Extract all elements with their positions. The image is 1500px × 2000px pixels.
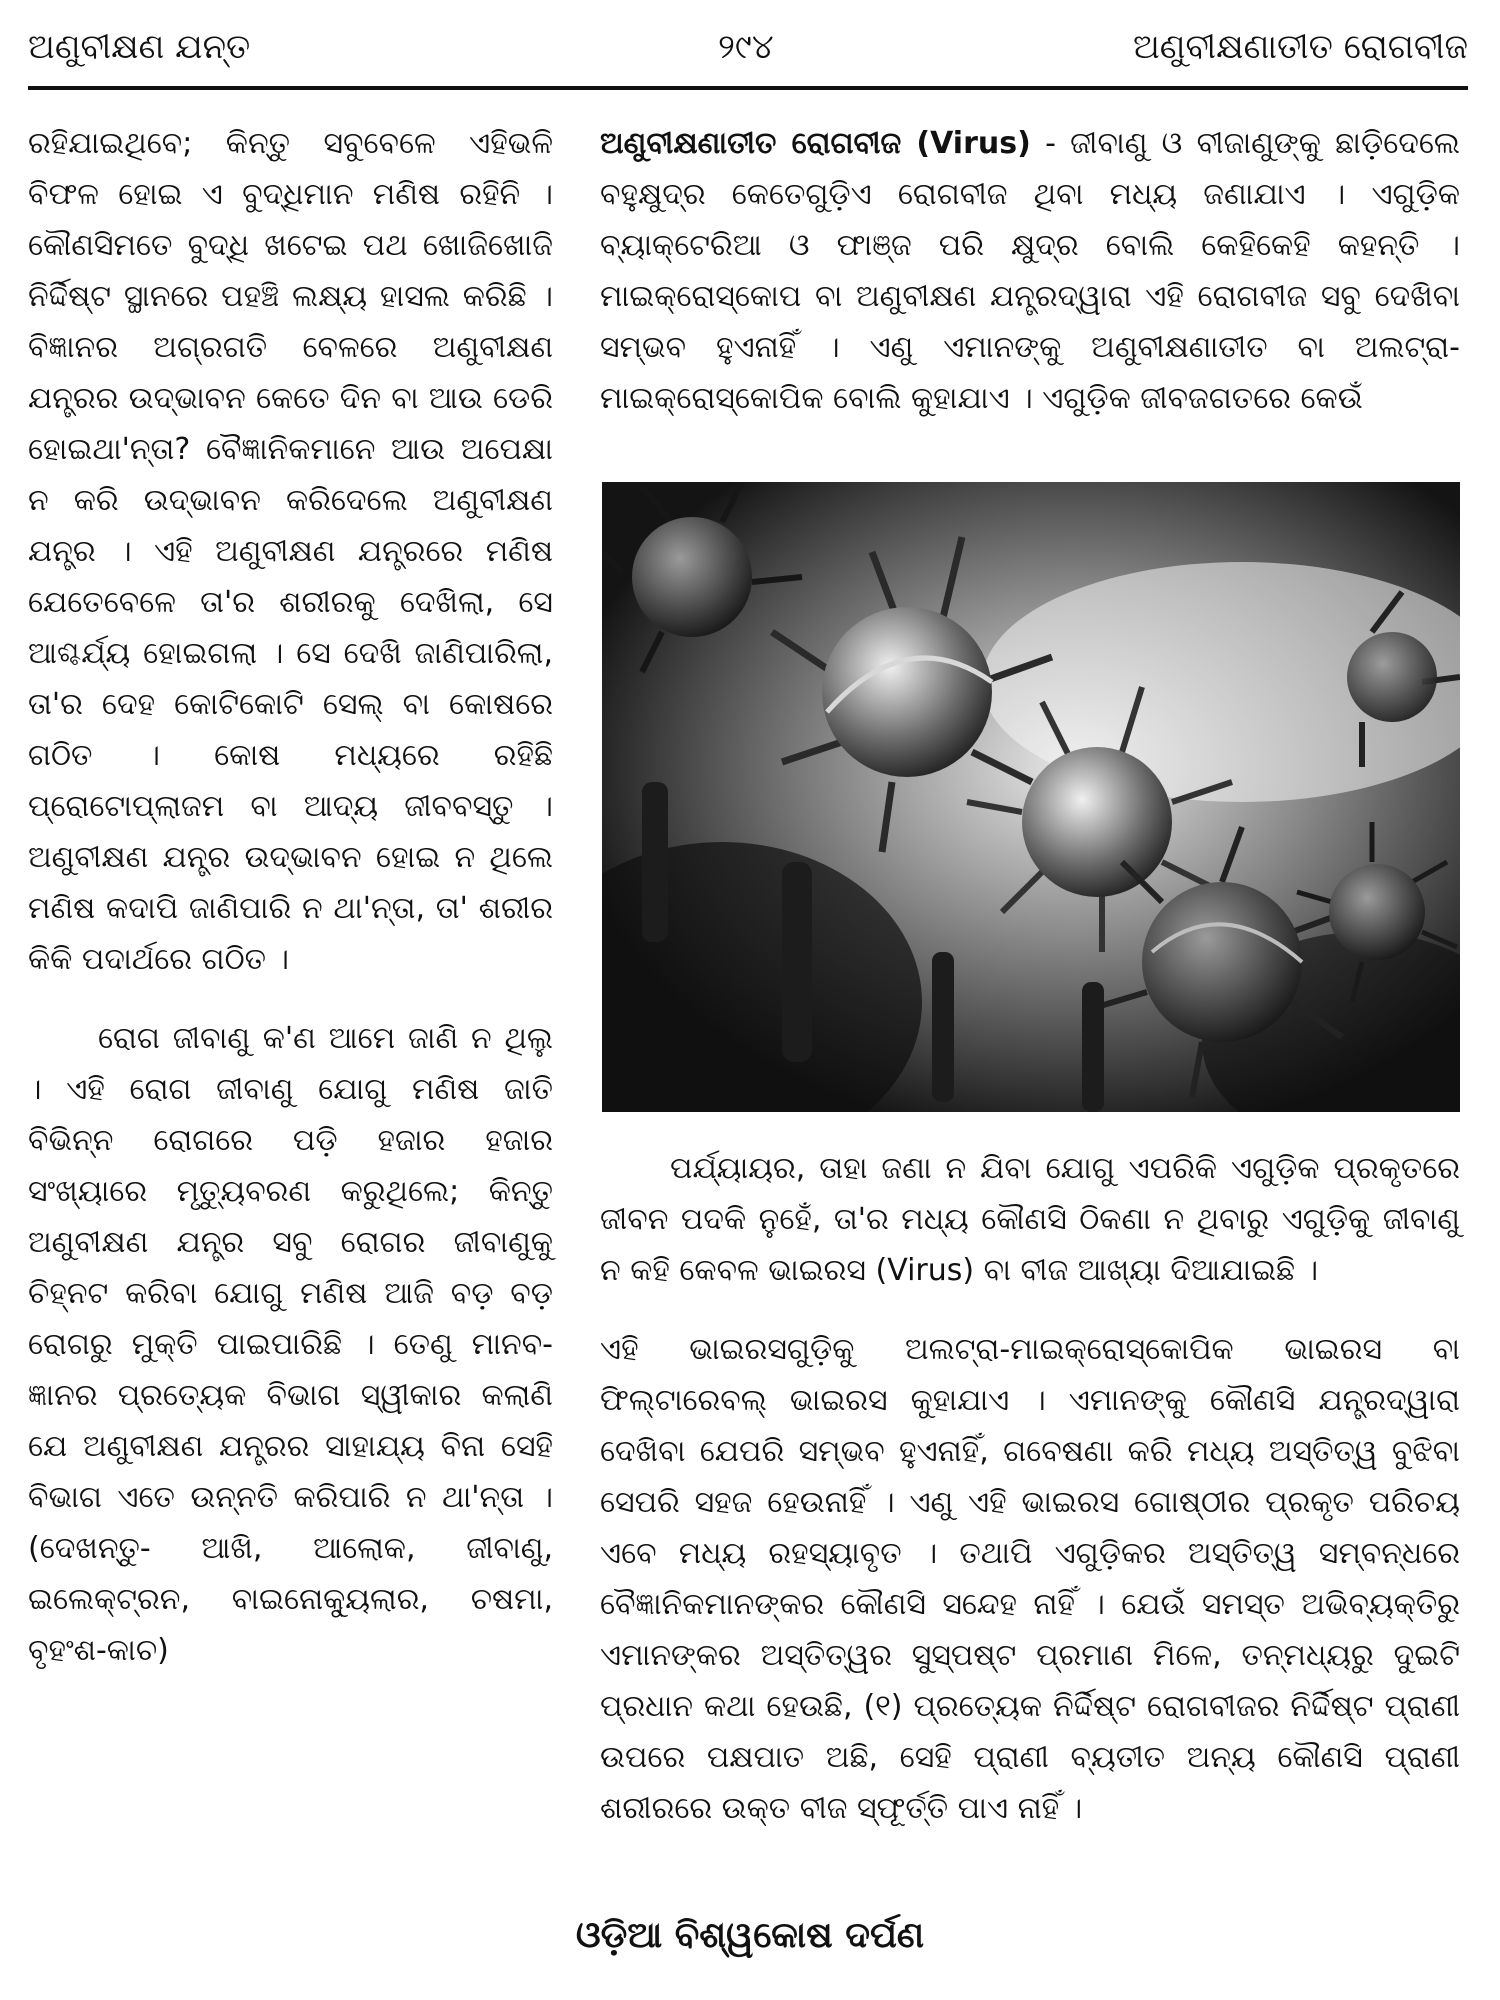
page-number: ୨୯୪ <box>718 27 774 67</box>
right-column-top <box>600 118 1460 424</box>
virus-entry <box>600 118 1460 424</box>
right-column-bottom <box>600 1143 1460 1834</box>
left-paragraph-2: ରୋଗ ଜୀବାଣୁ କ'ଣ ଆମେ ଜାଣି ନ ଥିଲୁ । ଏହି ରୋଗ ଜୀବାଣୁ ଯୋଗୁ ମଣିଷ ଜାତି ବିଭିନ୍ନ ରୋଗରେ ପଡ଼ି ହଜାର ହଜାର ସଂଖ୍ୟାରେ ମୃତ୍ୟୁବରଣ କରୁଥିଲେ; କିନ୍ତୁ ଅଣୁବୀକ୍ଷଣ ଯନ୍ତ୍ର ସବୁ ରୋଗର ଜୀବାଣୁକୁ ଚିହ୍ନଟ କରିବା ଯୋଗୁ ମଣିଷ ଆଜି ବଡ଼ ବଡ଼ ରୋଗରୁ ମୁକ୍ତି ପାଇପାରିଛି । ତେଣୁ ମାନବ-ଜ୍ଞାନର ପ୍ରତ୍ୟେକ ବିଭାଗ ସ୍ୱୀକାର କଲାଣି ଯେ ଅଣୁବୀକ୍ଷଣ ଯନ୍ତ୍ରର ସାହାଯ୍ୟ ବିନା ସେହି ବିଭାଗ ଏତେ ଉନ୍ନତି କରିପାରି ନ ଥା'ନ୍ତା । (ଦେଖନ୍ତୁ- ଆଖି, ଆଲୋକ, ଜୀବାଣୁ, ଇଲେକ୍‌ଟ୍ରନ, ବାଇନୋକ୍ୟୁଲାର, ଚଷମା, ବୃହଂଶ-କାଚ) <box>28 1021 553 1668</box>
right-paragraph-after-image: ପର୍ଯ୍ୟାୟର, ତାହା ଜଣା ନ ଯିବା ଯୋଗୁ ଏପରିକି ଏଗୁଡ଼ିକ ପ୍ରକୃତରେ ଜୀବନ ପଦକି ନୁହେଁ, ତା'ର ମଧ୍ୟ କୌଣସି ଠିକଣା ନ ଥିବାରୁ ଏଗୁଡ଼ିକୁ ଜୀବାଣୁ ନ କହି କେବଳ ଭାଇରସ (Virus) ବା ବୀଜ ଆଖ୍ୟା ଦିଆଯାଇଛି । <box>600 1151 1460 1288</box>
header-right-title: ଅଣୁବୀକ୍ଷଣାତୀତ ରୋଗବୀଜ <box>1132 27 1468 67</box>
virus-entry-heading: ଅଣୁବୀକ୍ଷଣାତୀତ ରୋଗବୀଜ (Virus) <box>600 126 1031 161</box>
header-rule <box>28 86 1468 90</box>
virus-illustration <box>602 482 1460 1112</box>
book-footer-title: ଓଡ଼ିଆ ବିଶ୍ୱକୋଷ ଦର୍ପଣ <box>575 1915 925 1956</box>
right-paragraph-last: ଏହି ଭାଇରସଗୁଡ଼ିକୁ ଅଲଟ୍ରା-ମାଇକ୍ରୋସ୍କୋପିକ ଭାଇରସ ବା ଫିଲ୍‌ଟାରେବଲ୍ ଭାଇରସ କୁହାଯାଏ । ଏମାନଙ୍କୁ କୌଣସି ଯନ୍ତ୍ରଦ୍ୱାରା ଦେଖିବା ଯେପରି ସମ୍ଭବ ହୁଏନାହିଁ, ଗବେଷଣା କରି ମଧ୍ୟ ଅସ୍ତିତ୍ୱ ବୁଝିବା ସେପରି ସହଜ ହେଉନାହିଁ । ଏଣୁ ଏହି ଭାଇରସ ଗୋଷ୍ଠୀର ପ୍ରକୃତ ପରିଚୟ ଏବେ ମଧ୍ୟ ରହସ୍ୟାବୃତ । ତଥାପି ଏଗୁଡ଼ିକର ଅସ୍ତିତ୍ୱ ସମ୍ବନ୍ଧରେ ବୈଜ୍ଞାନିକମାନଙ୍କର କୌଣସି ସନ୍ଦେହ ନାହିଁ । ଯେଉଁ ସମସ୍ତ ଅଭିବ୍ୟକ୍ତିରୁ ଏମାନଙ୍କର ଅସ୍ତିତ୍ୱର ସୁସ୍ପଷ୍ଟ ପ୍ରମାଣ ମିଳେ, ତନ୍ମଧ୍ୟରୁ ଦୁଇଟି ପ୍ରଧାନ କଥା ହେଉଛି, (୧) ପ୍ରତ୍ୟେକ ନିର୍ଦ୍ଦିଷ୍ଟ ରୋଗବୀଜର ନିର୍ଦ୍ଦିଷ୍ଟ ପ୍ରାଣୀ ଉପରେ ପକ୍ଷପାତ ଅଛି, ସେହି ପ୍ରାଣୀ ବ୍ୟତୀତ ଅନ୍ୟ କୌଣସି ପ୍ରାଣୀ ଶରୀରରେ ଉକ୍ତ ବୀଜ ସ୍ଫୂର୍ତ୍ତି ପାଏ ନାହିଁ । <box>600 1332 1460 1826</box>
header-left-title: ଅଣୁବୀକ୍ଷଣ ଯନ୍ତ <box>28 27 251 67</box>
virus-entry-text-lead: - ଜୀବାଣୁ ଓ ବୀଜାଣୁଙ୍କୁ ଛାଡ଼ିଦେଲେ ବହୁକ୍ଷୁଦ୍ର କେତେଗୁଡ଼ିଏ ରୋଗବୀଜ ଥିବା ମଧ୍ୟ ଜଣାଯାଏ । ଏଗୁଡ଼ିକ ବ୍ୟାକ୍ଟେରିଆ ଓ ଫାଞ୍ଜ ପରି କ୍ଷୁଦ୍ର ବୋଲି କେହିକେହି କହନ୍ତି । ମାଇକ୍ରୋସ୍କୋପ ବା ଅଣୁବୀକ୍ଷଣ ଯନ୍ତ୍ରଦ୍ୱାରା ଏହି ରୋଗବୀଜ ସବୁ ଦେଖିବା ସମ୍ଭବ ହୁଏନାହିଁ । ଏଣୁ ଏମାନଙ୍କୁ ଅଣୁବୀକ୍ଷଣାତୀତ ବା ଅଲଟ୍ରା-ମାଇକ୍ରୋସ୍କୋପିକ ବୋଲି କୁହାଯାଏ । ଏଗୁଡ଼ିକ ଜୀବଜଗତରେ କେଉଁ <box>600 126 1461 416</box>
running-header <box>28 18 1468 76</box>
virus-microscope-image <box>602 482 1460 1112</box>
left-column <box>28 118 553 1676</box>
left-paragraph-1: ରହିଯାଇଥିବେ; କିନ୍ତୁ ସବୁବେଳେ ଏହିଭଳି ବିଫଳ ହୋଇ ଏ ବୁଦ୍ଧିମାନ ମଣିଷ ରହିନି । କୌଣସିମତେ ବୁଦ୍ଧି ଖଟେଇ ପଥ ଖୋଜିଖୋଜି ନିର୍ଦ୍ଦିଷ୍ଟ ସ୍ଥାନରେ ପହଞ୍ଚି ଲକ୍ଷ୍ୟ ହାସଲ କରିଛି । ବିଜ୍ଞାନର ଅଗ୍ରଗତି ବେଳରେ ଅଣୁବୀକ୍ଷଣ ଯନ୍ତ୍ରର ଉଦ୍ଭାବନ କେତେ ଦିନ ବା ଆଉ ଡେରି ହୋଇଥା'ନ୍ତା? ବୈଜ୍ଞାନିକମାନେ ଆଉ ଅପେକ୍ଷା ନ କରି ଉଦ୍ଭାବନ କରିଦେଲେ ଅଣୁବୀକ୍ଷଣ ଯନ୍ତ୍ର । ଏହି ଅଣୁବୀକ୍ଷଣ ଯନ୍ତ୍ରରେ ମଣିଷ ଯେତେବେଳେ ତା'ର ଶରୀରକୁ ଦେଖିଲା, ସେ ଆଶ୍ଚର୍ଯ୍ୟ ହୋଇଗଲା । ସେ ଦେଖି ଜାଣିପାରିଲା, ତା'ର ଦେହ କୋଟିକୋଟି ସେଲ୍ ବା କୋଷରେ ଗଠିତ । କୋଷ ମଧ୍ୟରେ ରହିଛି ପ୍ରୋଟୋପ୍ଲାଜମ ବା ଆଦ୍ୟ ଜୀବବସ୍ତୁ । ଅଣୁବୀକ୍ଷଣ ଯନ୍ତ୍ର ଉଦ୍ଭାବନ ହୋଇ ନ ଥିଲେ ମଣିଷ କଦାପି ଜାଣିପାରି ନ ଥା'ନ୍ତା, ତା' ଶରୀର କିକି ପଦାର୍ଥରେ ଗଠିତ । <box>28 126 553 977</box>
